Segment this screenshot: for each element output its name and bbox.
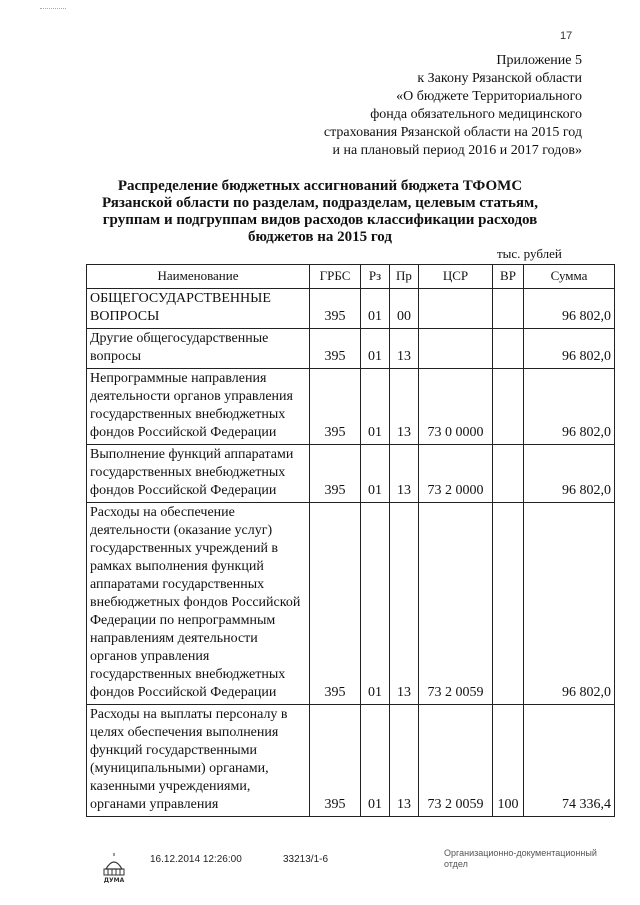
row-vr: [493, 445, 524, 503]
row-vr: [493, 503, 524, 705]
appendix-block: [242, 52, 582, 160]
row-vr: 100: [493, 705, 524, 817]
row-sum: 96 802,0: [524, 445, 615, 503]
row-csr: 73 0 0000: [419, 369, 493, 445]
row-name: Непрограммные направления деятельности органов управления государственных внебюджетных фондов Российской Федерации: [87, 369, 310, 445]
document-number: 33213/1-6: [283, 854, 329, 865]
row-name: ОБЩЕГОСУДАРСТВЕННЫЕ ВОПРОСЫ: [87, 289, 310, 329]
logo-label: ДУМА: [103, 877, 125, 883]
table-row: [87, 705, 615, 817]
table-row: [87, 445, 615, 503]
title-line: Рязанской области по разделам, подразделам, целевым статьям,: [101, 195, 539, 211]
row-csr: 73 2 0059: [419, 705, 493, 817]
row-pr: 00: [390, 289, 419, 329]
title-line: группам и подгруппам видов расходов классификации расходов: [102, 212, 538, 228]
row-vr: [493, 329, 524, 369]
row-vr: [493, 289, 524, 329]
row-pr: 13: [390, 369, 419, 445]
timestamp: 16.12.2014 12:26:00: [150, 854, 242, 865]
appendix-line: «О бюджете Территориального: [396, 89, 582, 104]
header-vr: ВР: [493, 265, 524, 289]
row-name: Расходы на выплаты персоналу в целях обеспечения выполнения функций государственными (муниципальными) органами, казенными учреждениями, органами управления: [87, 705, 310, 817]
row-name: Расходы на обеспечение деятельности (оказание услуг) государственных учреждений в рамках выполнения функций аппаратами государственных внебюджетных фондов Российской Федерации по непрограммным направлениям деятельности органов управления государственных внебюджетных фондов Российской Федерации: [87, 503, 310, 705]
row-grbs: 395: [310, 369, 361, 445]
budget-table: [86, 264, 615, 817]
row-sum: 96 802,0: [524, 369, 615, 445]
department-stamp: Организационно-документационный отдел: [444, 848, 597, 869]
row-sum: 96 802,0: [524, 503, 615, 705]
appendix-line: к Закону Рязанской области: [417, 71, 582, 86]
header-rz: Рз: [361, 265, 390, 289]
duma-logo-icon: [100, 853, 128, 883]
header-csr: ЦСР: [419, 265, 493, 289]
row-grbs: 395: [310, 445, 361, 503]
row-csr: [419, 289, 493, 329]
row-csr: 73 2 0059: [419, 503, 493, 705]
row-pr: 13: [390, 503, 419, 705]
row-name: Другие общегосударственные вопросы: [87, 329, 310, 369]
appendix-line: Приложение 5: [496, 53, 582, 68]
table-row: [87, 369, 615, 445]
appendix-line: фонда обязательного медицинского: [370, 107, 582, 122]
row-pr: 13: [390, 329, 419, 369]
row-grbs: 395: [310, 289, 361, 329]
row-rz: 01: [361, 705, 390, 817]
appendix-line: и на плановый период 2016 и 2017 годов»: [332, 143, 582, 158]
table-row: [87, 503, 615, 705]
row-sum: 96 802,0: [524, 329, 615, 369]
table-header-row: [87, 265, 615, 289]
row-rz: 01: [361, 503, 390, 705]
row-rz: 01: [361, 289, 390, 329]
scan-specks: [40, 8, 66, 12]
units-label: тыс. рублей: [497, 246, 562, 261]
title-line: Распределение бюджетных ассигнований бюджета ТФОМС: [117, 178, 523, 194]
row-pr: 13: [390, 705, 419, 817]
row-name: Выполнение функций аппаратами государственных внебюджетных фондов Российской Федерации: [87, 445, 310, 503]
row-pr: 13: [390, 445, 419, 503]
document-title: [60, 178, 580, 246]
row-vr: [493, 369, 524, 445]
row-sum: 74 336,4: [524, 705, 615, 817]
row-rz: 01: [361, 329, 390, 369]
page-number: 17: [560, 30, 573, 42]
row-csr: 73 2 0000: [419, 445, 493, 503]
row-csr: [419, 329, 493, 369]
table-row: [87, 329, 615, 369]
header-sum: Сумма: [524, 265, 615, 289]
title-line: бюджетов на 2015 год: [248, 229, 392, 245]
appendix-line: страхования Рязанской области на 2015 год: [323, 125, 582, 140]
row-sum: 96 802,0: [524, 289, 615, 329]
row-grbs: 395: [310, 503, 361, 705]
table-row: [87, 289, 615, 329]
row-rz: 01: [361, 445, 390, 503]
row-rz: 01: [361, 369, 390, 445]
header-name: Наименование: [87, 265, 310, 289]
header-pr: Пр: [390, 265, 419, 289]
row-grbs: 395: [310, 705, 361, 817]
header-grbs: ГРБС: [310, 265, 361, 289]
row-grbs: 395: [310, 329, 361, 369]
